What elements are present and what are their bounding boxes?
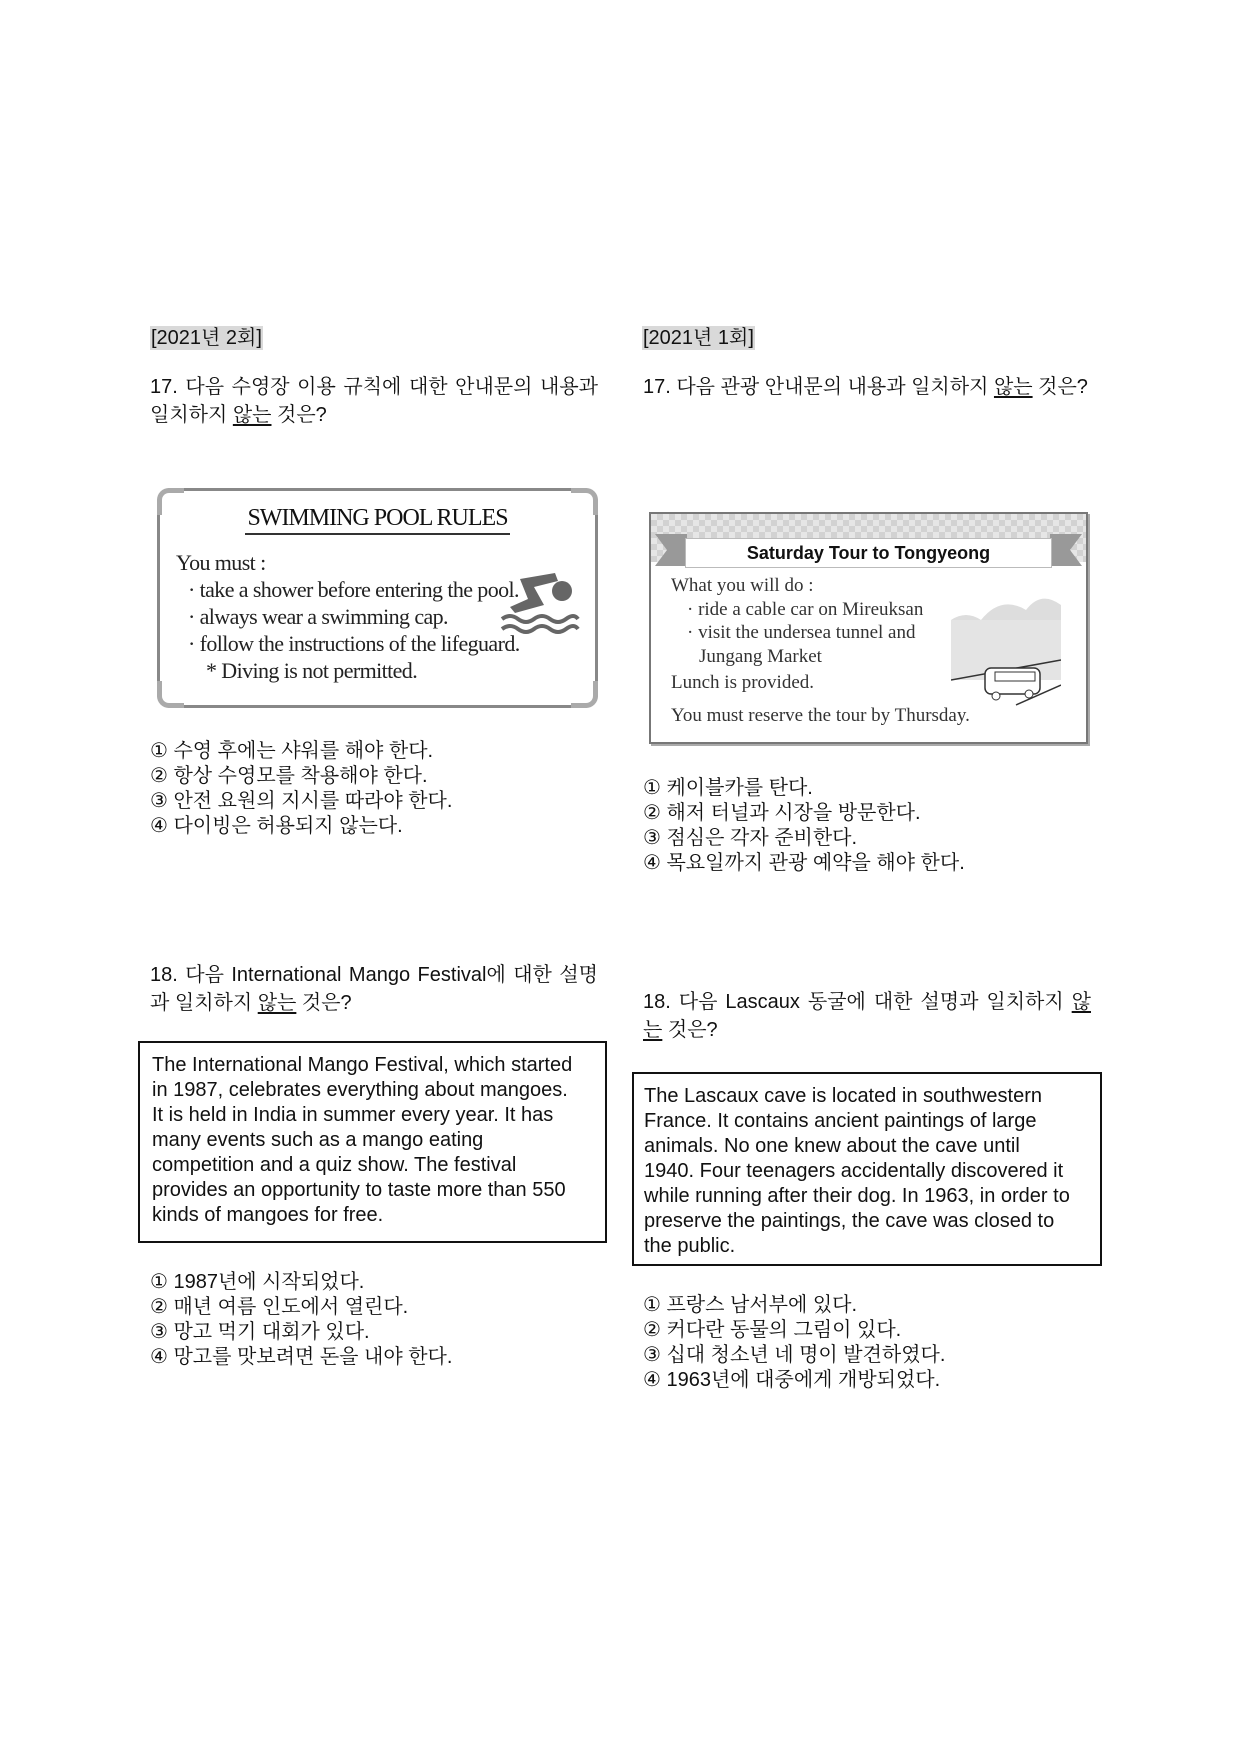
exam-label-left: [2021년 2회] [151,327,262,349]
option-4[interactable]: ④ 1963년에 대중에게 개방되었다. [643,1369,941,1391]
underlined-word: 않는 [993,376,1033,398]
option-3[interactable]: ③ 망고 먹기 대회가 있다. [150,1321,370,1343]
sign-title: SWIMMING POOL RULES [160,505,595,532]
option-2[interactable]: ② 항상 수영모를 착용해야 한다. [150,765,428,787]
option-1[interactable]: ① 수영 후에는 샤워를 해야 한다. [150,740,434,762]
passage-line: provides an opportunity to taste more than 550 [152,1179,566,1201]
question-text-end: 것은? [271,404,327,426]
passage-line: The International Mango Festival, which started [152,1054,573,1076]
option-3[interactable]: ③ 십대 청소년 네 명이 발견하였다. [643,1344,946,1366]
option-1[interactable]: ① 1987년에 시작되었다. [150,1271,365,1293]
passage-line: kinds of mangoes for free. [152,1204,384,1226]
passage-line: animals. No one knew about the cave until [644,1135,1020,1157]
question-text-end: 것은? [296,992,352,1014]
passage-line: while running after their dog. In 1963, in order to [644,1185,1070,1207]
passage-line: 1940. Four teenagers accidentally discovered it [644,1160,1064,1182]
question-18-right [643,988,1091,1044]
passage-line: many events such as a mango eating [152,1129,484,1151]
option-4[interactable]: ④ 다이빙은 허용되지 않는다. [150,815,403,837]
option-2[interactable]: ② 커다란 동물의 그림이 있다. [643,1319,902,1341]
question-text: 17. 다음 수영장 이용 규칙에 대한 안내문의 내용과 일치하지 [150,376,598,426]
tour-item: · visit the undersea tunnel and [687,622,916,643]
option-3[interactable]: ③ 점심은 각자 준비한다. [643,827,858,849]
passage-line: It is held in India in summer every year. It has [152,1104,554,1126]
option-3[interactable]: ③ 안전 요원의 지시를 따라야 한다. [150,790,453,812]
passage-box-lascaux [632,1072,1102,1266]
bus-illustration-icon [951,580,1061,710]
rule-item: · always wear a swimming cap. [188,604,448,629]
sign-reserve: You must reserve the tour by Thursday. [671,704,970,726]
sign-note: * Diving is not permitted. [206,658,418,683]
exam-label-right: [2021년 1회] [643,327,754,349]
passage-box-mango [138,1041,607,1243]
tongyeong-tour-sign [649,512,1088,744]
option-4[interactable]: ④ 망고를 맛보려면 돈을 내야 한다. [150,1346,453,1368]
options-list-17-right [643,776,965,876]
question-17-right [643,373,1091,401]
swimmer-icon [500,561,580,641]
rule-item: · take a shower before entering the pool. [188,577,519,602]
question-text-end: 것은? [1032,376,1088,398]
option-2[interactable]: ② 매년 여름 인도에서 열린다. [150,1296,409,1318]
passage-line: preserve the paintings, the cave was closed to [644,1210,1055,1232]
passage-line: The Lascaux cave is located in southwestern [644,1085,1042,1107]
passage-line: in 1987, celebrates everything about mangoes. [152,1079,568,1101]
question-18-left [150,961,598,1017]
passage-line: France. It contains ancient paintings of large [644,1110,1037,1132]
passage-line: competition and a quiz show. The festival [152,1154,517,1176]
tour-item: · ride a cable car on Mireuksan [687,598,924,620]
option-1[interactable]: ① 프랑스 남서부에 있다. [643,1294,858,1316]
underlined-word: 않는 [257,992,297,1014]
question-text: 18. 다음 Lascaux 동굴에 대한 설명과 일치하지 [643,991,1072,1013]
option-1[interactable]: ① 케이블카를 탄다. [643,777,813,799]
tour-item: Jungang Market [699,645,822,667]
underlined-word: 않는 [232,404,272,426]
sign-intro: What you will do : [671,575,814,596]
sign-lunch: Lunch is provided. [671,672,815,693]
options-list-18-left [150,1270,452,1370]
options-list-18-right [643,1293,945,1393]
option-4[interactable]: ④ 목요일까지 관광 예약을 해야 한다. [643,852,965,874]
rule-item: · follow the instructions of the lifeguard. [188,631,520,656]
question-17-left [150,373,598,429]
question-text: 18. 다음 International Mango Festival에 대한 설명과 일치하지 [150,964,598,1014]
sign-title: Saturday Tour to Tongyeong [685,538,1052,568]
options-list-17-left [150,739,452,839]
swimming-pool-rules-sign [157,488,598,708]
question-text-end: 것은? [662,1019,718,1041]
option-2[interactable]: ② 해저 터널과 시장을 방문한다. [643,802,921,824]
sign-intro: You must : [176,550,266,575]
question-text: 17. 다음 관광 안내문의 내용과 일치하지 [643,376,994,398]
passage-line: the public. [644,1235,736,1257]
underlined-word: 않는 [643,991,1091,1041]
